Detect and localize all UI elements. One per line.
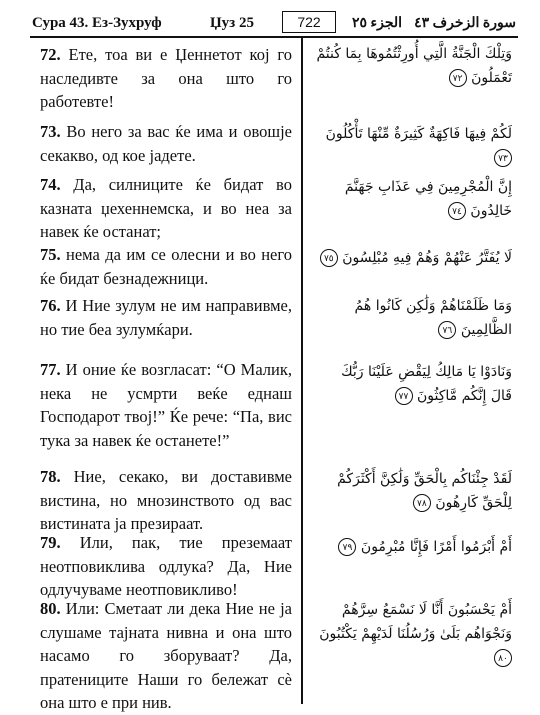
verse-76: 76. И Ние зулум не им направивме, но тие беа зулумќари. — [40, 296, 292, 339]
arabic-verse-79: أَمْ أَبْرَمُوا أَمْرًا فَإِنَّا مُبْرِمُونَ ٧٩ — [316, 535, 512, 559]
arabic-verse-72: وَتِلْكَ الْجَنَّةُ الَّتِي أُورِثْتُمُوهَا بِمَا كُنتُمْ تَعْمَلُونَ ٧٢ — [316, 46, 512, 86]
column-divider — [301, 36, 303, 704]
verse-number-marker: ٧٣ — [494, 149, 512, 167]
arabic-verse-80: أَمْ يَحْسَبُونَ أَنَّا لَا نَسْمَعُ سِرَّهُمْ وَنَجْوَاهُم بَلَىٰ وَرُسُلُنَا لَدَيْهِمْ يَكْتُبُونَ ٨٠ — [316, 598, 512, 670]
arabic-sura-title: سورة الزخرف ٤٣ — [414, 16, 516, 31]
verse-number-marker: ٧٧ — [395, 387, 413, 405]
arabic-juz-label: الجزء ٢٥ — [352, 16, 403, 31]
juz-label: Џуз 25 — [210, 15, 254, 31]
verse-73: 73. Во него за вас ќе има и овошје секакво, од кое јадете. — [40, 122, 292, 165]
verse-number-marker: ٧٤ — [448, 202, 466, 220]
arabic-verse-77: وَنَادَوْا يَا مَالِكُ لِيَقْضِ عَلَيْنَا رَبُّكَ قَالَ إِنَّكُم مَّاكِثُونَ ٧٧ — [341, 364, 512, 404]
verse-78: 78. Ние, секако, ви доставивме вистина, но мнозинството од вас вистината ја презираат. — [40, 467, 292, 533]
arabic-verse-73: لَكُمْ فِيهَا فَاكِهَةٌ كَثِيرَةٌ مِّنْهَا تَأْكُلُونَ ٧٣ — [316, 122, 512, 170]
verse-number-marker: ٨٠ — [494, 649, 512, 667]
verse-79: 79. Или, пак, тие преземаат неотповиклива одлука? Да, Ние одлучуваме неотповикливо! — [40, 533, 292, 599]
verse-74: 74. Да, силниците ќе бидат во казната џехеннемска, и во неа за навек ќе останат; — [40, 175, 292, 241]
verse-75: 75. нема да им се олесни и во него ќе бидат безнадежници. — [40, 245, 292, 288]
verse-80: 80. Или: Сметаат ли дека Ние не ја слушаме тајната нивна и она што насамо го зборуваат? Да, пратениците Наши го бележат сè она што е при нив. — [40, 599, 292, 712]
page-header — [30, 14, 518, 38]
page-number: 722 — [282, 11, 336, 33]
verse-number-marker: ٧٨ — [413, 494, 431, 512]
verse-72: 72. Ете, тоа ви е Џеннетот кој го наследивте за она што го работевте! — [40, 45, 292, 111]
sura-title: Сура 43. Ез-Зухруф — [32, 15, 162, 31]
verse-number-marker: ٧٦ — [438, 321, 456, 339]
verse-number-marker: ٧٥ — [320, 249, 338, 267]
arabic-verse-78: لَقَدْ جِئْنَاكُم بِالْحَقِّ وَلَٰكِنَّ أَكْثَرَكُمْ لِلْحَقِّ كَارِهُونَ ٧٨ — [337, 471, 512, 511]
arabic-verse-76: وَمَا ظَلَمْنَاهُمْ وَلَٰكِن كَانُوا هُمُ الظَّالِمِينَ ٧٦ — [354, 298, 512, 338]
verse-number-marker: ٧٩ — [338, 538, 356, 556]
arabic-verse-75: لَا يُفَتَّرُ عَنْهُمْ وَهُمْ فِيهِ مُبْلِسُونَ ٧٥ — [316, 246, 512, 270]
verse-77: 77. И оние ќе возгласат: “О Малик, нека не усмрти веќе еднаш Господарот твој!” Ќе рече: “Па, вис тука за навек ќе останете!” — [40, 360, 292, 450]
verse-number-marker: ٧٢ — [449, 69, 467, 87]
arabic-verse-74: إِنَّ الْمُجْرِمِينَ فِي عَذَابِ جَهَنَّمَ خَالِدُونَ ٧٤ — [344, 179, 512, 219]
